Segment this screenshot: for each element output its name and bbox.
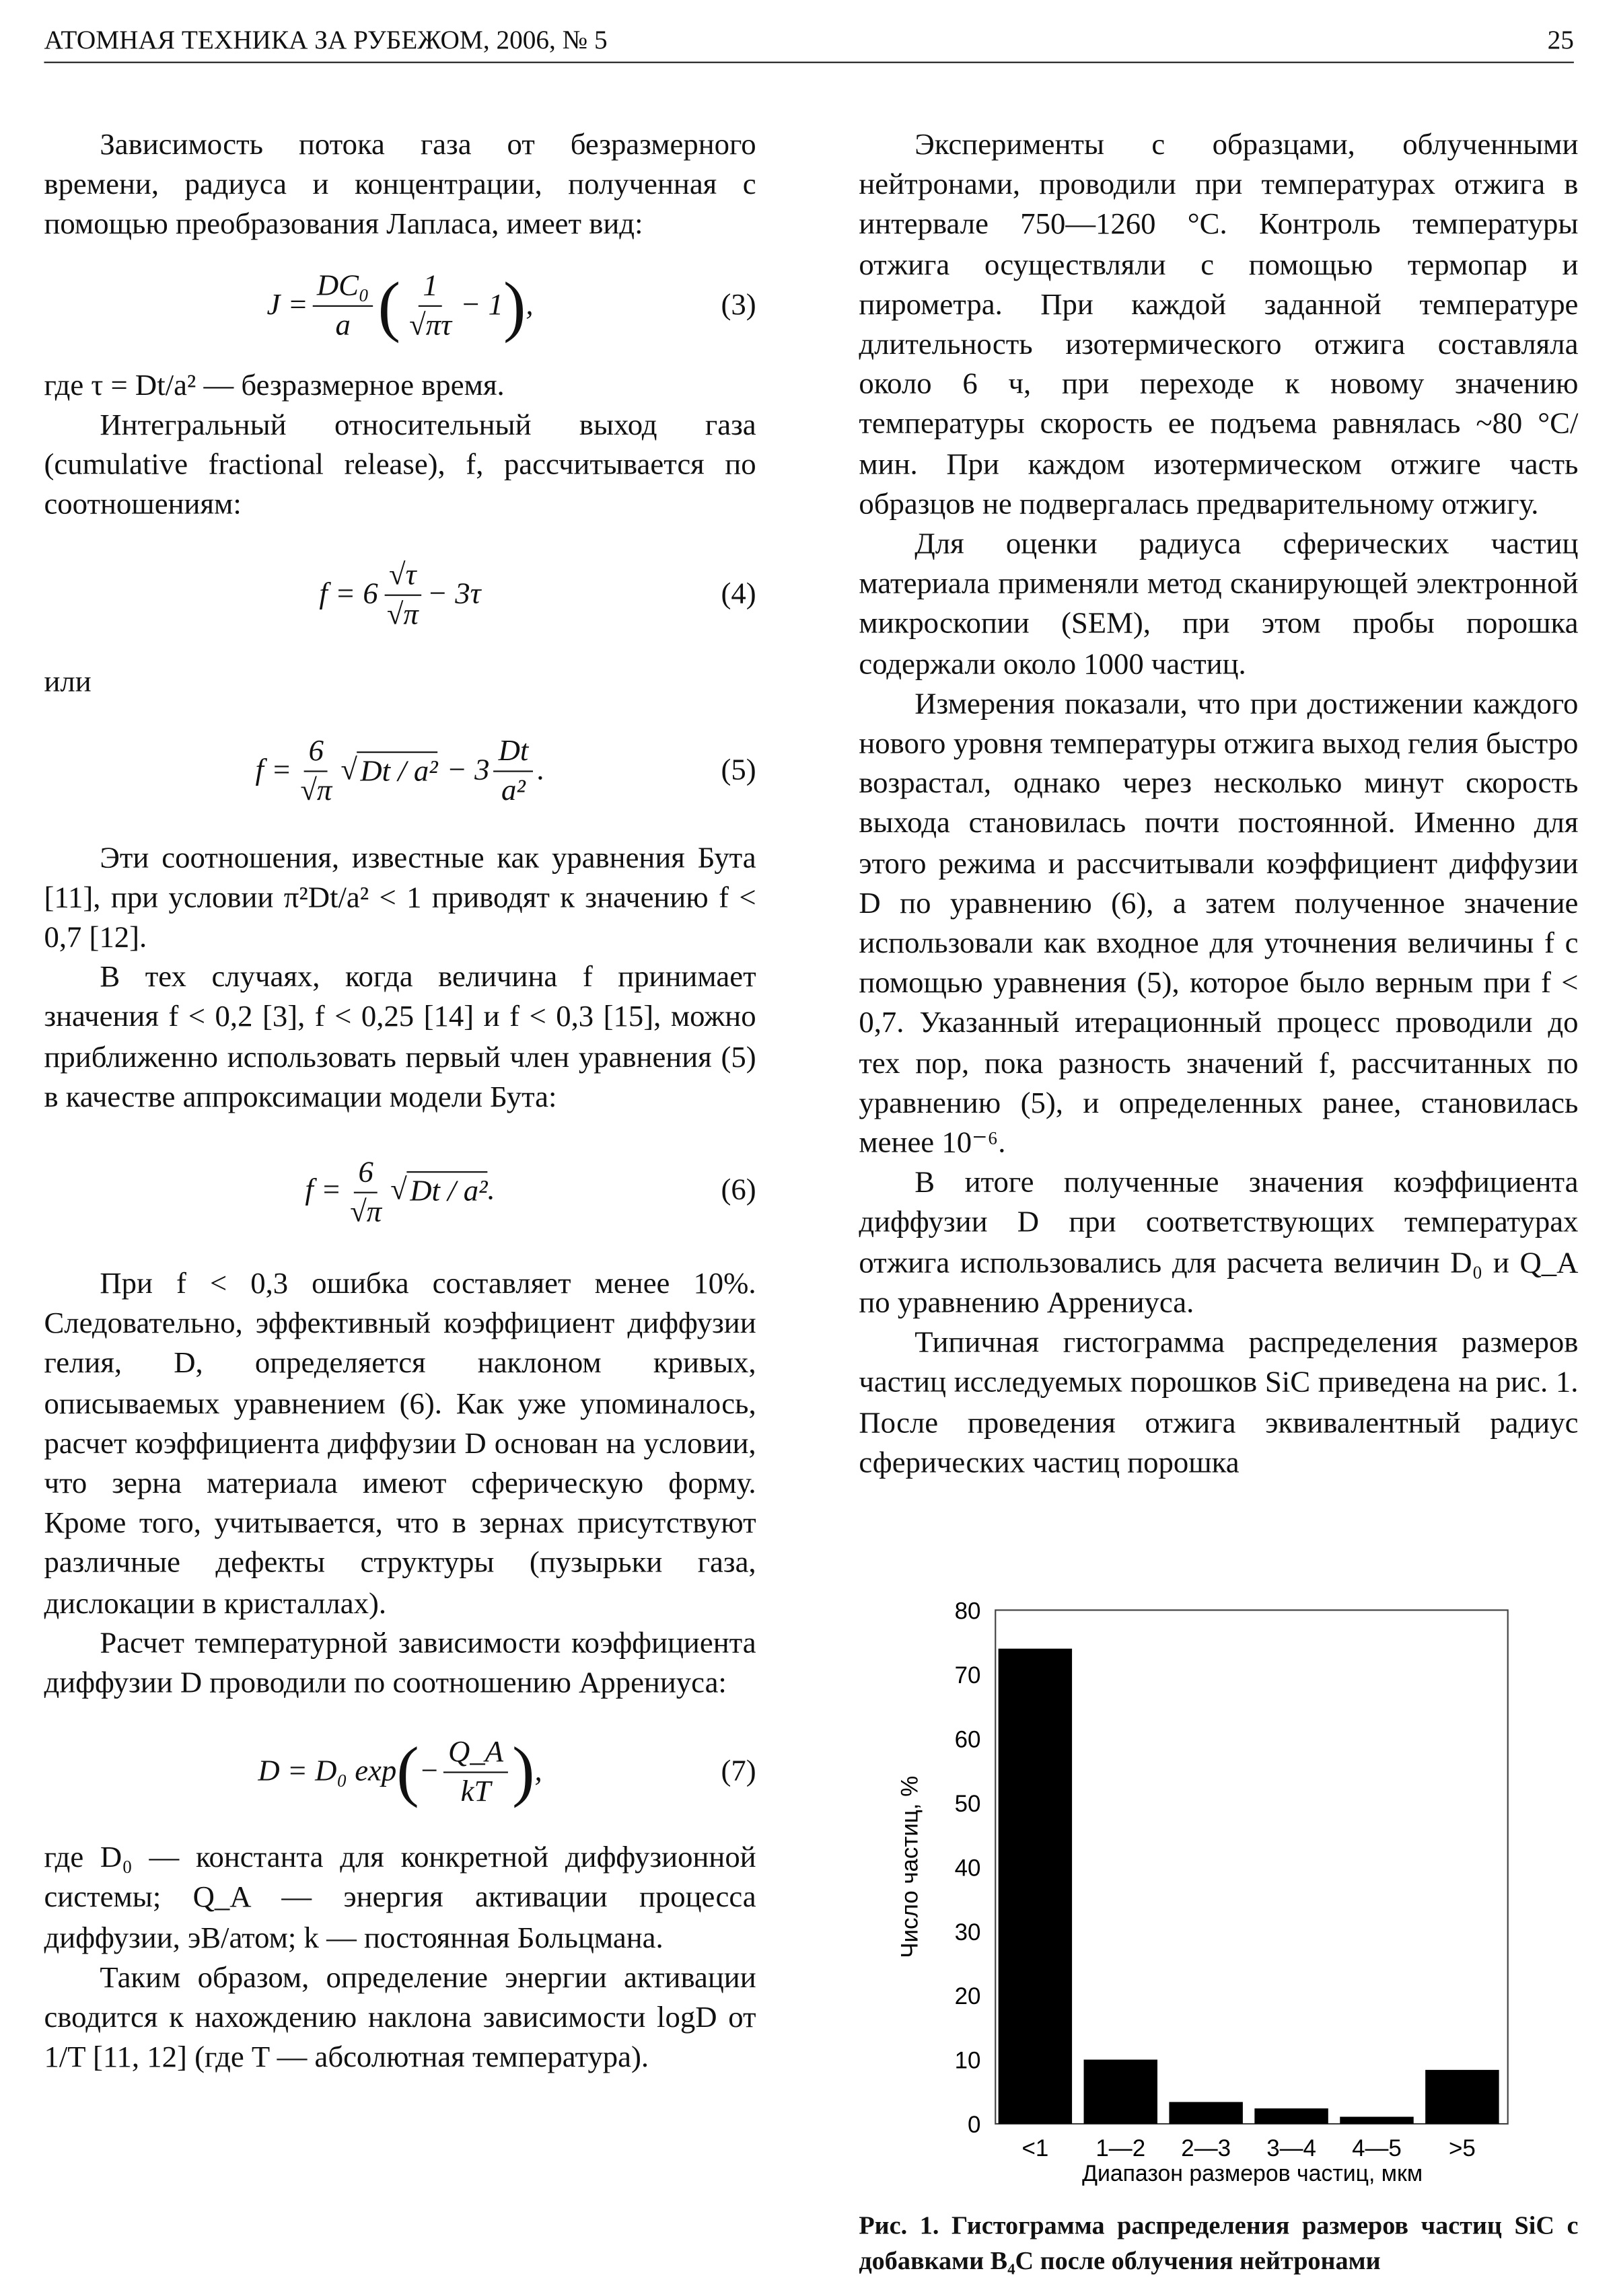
eq-punct: . (487, 1175, 495, 1208)
paragraph: Измерения показали, что при достижении каждого нового уровня температуры отжига выход гелия быстро возрастал, однако через несколько минут скорость выхода становилась почти постоянной. Именно для этого режима и рассчитывали коэффициент диффузии D по уравнению (6), а затем полученное значение использовали как входное для уточнения величины f с помощью уравнения (5), которое было верным при f < 0,7. Указанный итерационный процесс проводили до тех пор, пока разность значений f, рассчитанных по уравнению (5), и определенных ранее, становилась менее 10⁻⁶. (859, 688, 1579, 1160)
y-tick-label: 40 (954, 1855, 981, 1882)
eq-term: − (419, 1754, 439, 1787)
numerator: 1 (419, 267, 442, 307)
radicand: Dt / a² (357, 751, 438, 792)
denominator: a (335, 309, 351, 342)
y-tick-label: 10 (954, 2047, 981, 2074)
x-tick-label: >5 (1449, 2135, 1476, 2162)
paragraph: При f < 0,3 ошибка составляет менее 10%. Следовательно, эффективный коэффициент диффузии гелия, D, определяется наклоном кривых, описываемых уравнением (6). Как уже упоминалось, расчет коэффициента диффузии D основан на условии, что зерна материала имеют сферическую форму. Кроме того, учитывается, что в зернах присутствуют различные дефекты структуры (пузырьки газа, дислокации в кристаллах). (44, 1268, 756, 1620)
eq-lhs: f = (305, 1175, 342, 1208)
y-axis-label: Число частиц, % (896, 1775, 923, 1958)
y-tick-label: 70 (954, 1662, 981, 1689)
numerator: Q_A (443, 1733, 507, 1773)
x-tick-label: 3—4 (1266, 2135, 1316, 2162)
paragraph: Типичная гистограмма распределения размеров частиц исследуемых порошков SiC приведена на рис. 1. После проведения отжига эквивалентный радиус сферических частиц порошка (859, 1327, 1579, 1479)
eq-punct: , (526, 289, 534, 322)
x-axis-label: Диапазон размеров частиц, мкм (1082, 2161, 1423, 2187)
paragraph: Интегральный относительный выход газа (cumulative fractional release), f, рассчитывается по соотношениям: (44, 409, 756, 522)
paragraph: В итоге полученные значения коэффициента диффузии D при соответствующих температурах отжига использовались для расчета величин D₀ и Q_A по уравнению Аррениуса. (859, 1167, 1579, 1320)
left-column (44, 126, 756, 2079)
fraction (494, 733, 533, 811)
fraction (405, 267, 456, 345)
right-column (859, 126, 1578, 1484)
eq-term: − 3 (446, 754, 490, 787)
numerator: DC₀ (312, 267, 373, 307)
x-tick-label: 1—2 (1096, 2135, 1146, 2162)
eq-lhs: f = 6 (319, 578, 378, 611)
fraction (382, 556, 423, 634)
fraction (346, 1153, 386, 1231)
fraction (443, 1733, 507, 1811)
equation-number: (7) (721, 1754, 756, 1787)
paragraph: Эти соотношения, известные как уравнения Бута [11], при условии π²Dt/a² < 1 приводят к значению f < 0,7 [12]. (44, 842, 756, 955)
page-number: 25 (1547, 25, 1574, 54)
journal-title: АТОМНАЯ ТЕХНИКА ЗА РУБЕЖОМ, 2006, № 5 (44, 25, 608, 54)
eq-punct: , (534, 1754, 542, 1787)
equation-number: (5) (721, 754, 756, 787)
y-tick-label: 80 (954, 1598, 981, 1625)
y-tick-label: 30 (954, 1919, 981, 1946)
x-tick-label: 4—5 (1352, 2135, 1402, 2162)
eq-term: − 1 (460, 289, 503, 322)
paragraph: где τ = Dt/a² — безразмерное время. (44, 369, 505, 402)
equation-5: f = $\frac{6}{√\pi}$ √ Dt / a² − 3 $\frac{Dt}{\text{a²}}$ . (5) (44, 713, 756, 831)
denominator: √πτ (409, 309, 452, 342)
equation-6: f = $\frac{6}{√\pi}$ √ Dt / a² . (6) (44, 1127, 756, 1257)
eq-term: − 3τ (427, 578, 481, 611)
paragraph: Таким образом, определение энергии активации сводится к нахождению наклона зависимости logD от 1/T [11, 12] (где T — абсолютная температура). (44, 1962, 756, 2075)
bar-5 (1425, 2070, 1499, 2124)
equation-number: (6) (721, 1175, 756, 1208)
equation-7: D = D₀ exp ( − $\frac{Q\_A}{kT}$ ) , (7) (44, 1713, 756, 1831)
denominator: √π (300, 775, 332, 808)
paragraph: где D₀ — константа для конкретной диффузионной системы; Q_A — энергия активации процесса диффузии, эВ/атом; k — постоянная Больцмана. (44, 1842, 756, 1955)
figure-caption: Рис. 1. Гистограмма распределения размеров частиц SiC с добавками B₄C после облучения нейтронами (859, 2210, 1579, 2275)
paragraph: Расчет температурной зависимости коэффициента диффузии D проводили по соотношению Аррениуса: (44, 1627, 756, 1700)
bar-4 (1340, 2117, 1413, 2124)
plot-frame (995, 1610, 1507, 2124)
eq-lhs: D = D₀ exp (258, 1754, 397, 1787)
y-tick-label: 60 (954, 1726, 981, 1753)
x-tick-label: <1 (1021, 2135, 1049, 2162)
fraction (312, 267, 373, 345)
denominator: kT (460, 1775, 491, 1808)
bar-1 (1084, 2060, 1157, 2124)
running-header (44, 21, 1573, 63)
bar-0 (999, 1649, 1072, 2124)
numerator: Dt (494, 733, 533, 772)
eq-lhs: J = (266, 289, 308, 322)
bar-3 (1254, 2108, 1328, 2124)
bar-2 (1169, 2102, 1242, 2124)
equation-4 (44, 535, 756, 655)
paragraph: Зависимость потока газа от безразмерного времени, радиуса и концентрации, полученная с помощью преобразования Лапласа, имеет вид: (44, 128, 756, 242)
eq-lhs: f = (255, 754, 292, 787)
paragraph: Эксперименты с образцами, облученными нейтронами, проводили при температурах отжига в интервале 750—1260 °С. Контроль температуры отжига осуществляли с помощью термопар и пирометра. При каждой заданной температуре длительность изотермического отжига составляла около 6 ч, при переходе к новому значению температуры скорость ее подъема равнялась ~80 °С/мин. При каждом изотермическом отжиге часть образцов не подвергалась предварительному отжигу. (859, 128, 1579, 521)
equation-number: (3) (721, 289, 756, 322)
numerator: √τ (384, 556, 421, 596)
paragraph: или (44, 667, 92, 700)
y-tick-label: 50 (954, 1790, 981, 1817)
numerator: 6 (304, 733, 328, 772)
denominator: √π (386, 599, 419, 632)
denominator: a² (501, 775, 526, 808)
radicand: Dt / a² (407, 1171, 488, 1213)
fraction (296, 733, 336, 811)
y-tick-label: 20 (954, 1983, 981, 2010)
numerator: 6 (354, 1153, 378, 1193)
eq-punct: . (537, 754, 545, 787)
x-tick-label: 2—3 (1181, 2135, 1231, 2162)
equation-number: (4) (721, 578, 756, 611)
y-tick-label: 0 (968, 2112, 981, 2139)
denominator: √π (350, 1195, 382, 1228)
paragraph: В тех случаях, когда величина f принимает значения f < 0,2 [3], f < 0,25 [14] и f < 0,3 [15], можно приближенно использовать первый член уравнения (5) в качестве аппроксимации модели Бута: (44, 961, 756, 1114)
equation-3: J = $\frac{\text{DC₀}}{a}$ ( $\frac{1}{√\pi\tau}$ − 1 ) , (3) (44, 255, 756, 358)
histogram-chart (859, 1585, 1578, 2201)
paragraph: Для оценки радиуса сферических частиц материала применяли метод сканирующей электронной микроскопии (SEM), при этом пробы порошка содержали около 1000 частиц. (859, 528, 1579, 681)
